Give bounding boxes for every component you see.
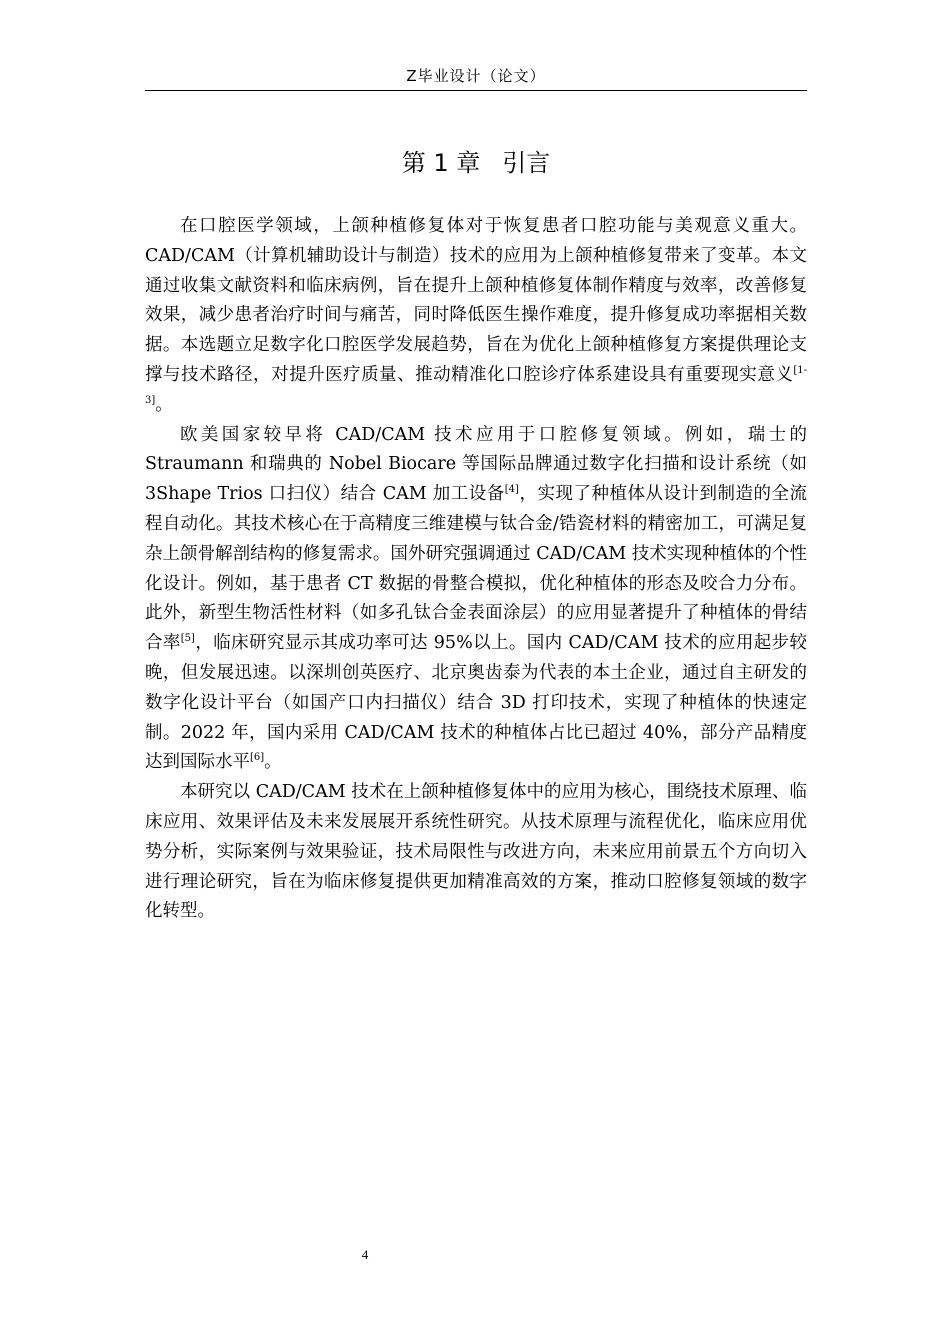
header-rule: [145, 90, 807, 91]
chapter-label: 第 1 章: [401, 149, 481, 177]
page-number: 4: [361, 1247, 369, 1262]
paragraph-3: [145, 778, 807, 927]
paragraph-2: [145, 421, 807, 779]
running-header: Z毕业设计（论文）: [406, 67, 546, 85]
citation-ref: [5]: [180, 633, 195, 645]
citation-ref: [6]: [250, 752, 265, 764]
paragraph-3-text: 本研究以 CAD/CAM 技术在上颌种植修复体中的应用为核心，围绕技术原理、临床应用、效果评估及未来发展展开系统性研究。从技术原理与流程优化，临床应用优势分析，实际案例与效果验证，技术局限性与改进方向，未来应用前景五个方向切入进行理论研究，旨在为临床修复提供更加精准高效的方案，推动口腔修复领域的数字化转型。: [145, 782, 807, 922]
chapter-title: [145, 146, 807, 180]
paragraph-2-text: 欧美国家较早将 CAD/CAM 技术应用于口腔修复领域。例如，瑞士的 Straumann 和瑞典的 Nobel Biocare 等国际品牌通过数字化扫描和设计系统（如 3Shape Trios 口扫仪）结合 CAM 加工设备: [145, 424, 807, 505]
citation-ref: [1-3]: [145, 364, 807, 406]
paragraph-1: [145, 212, 807, 421]
paragraph-2-text: ，临床研究显示其成功率可达 95%以上。国内 CAD/CAM 技术的应用起步较晚，但发展迅速。以深圳创英医疗、北京奥齿泰为代表的本土企业，通过自主研发的数字化设计平台（如国产口内扫描仪）结合 3D 打印技术，实现了种植体的快速定制。2022 年，国内采用 CAD/CAM 技术的种植体占比已超过 40%，部分产品精度达到国际水平: [145, 633, 808, 773]
body-text: [145, 212, 807, 927]
paragraph-1-end: 。: [155, 394, 173, 415]
paragraph-2-text: ，实现了种植体从设计到制造的全流程自动化。其技术核心在于高精度三维建模与钛合金/锆瓷材料的精密加工，可满足复杂上颌骨解剖结构的修复需求。国外研究强调通过 CAD/CAM 技术实现种植体的个性化设计。例如，基于患者 CT 数据的骨整合模拟，优化种植体的形态及咬合力分布。此外，新型生物活性材料（如多孔钛合金表面涂层）的应用显著提升了种植体的骨结合率: [145, 484, 808, 654]
chapter-name: 引言: [502, 149, 551, 177]
paragraph-1-text: 在口腔医学领域，上颌种植修复体对于恢复患者口腔功能与美观意义重大。CAD/CAM（计算机辅助设计与制造）技术的应用为上颌种植修复带来了变革。本文通过收集文献资料和临床病例，旨在提升上颌种植修复体制作精度与效率，改善修复效果，减少患者治疗时间与痛苦，同时降低医生操作难度，提升修复成功率据相关数据。本选题立足数字化口腔医学发展趋势，旨在为优化上颌种植修复方案提供理论支撑与技术路径，对提升医疗质量、推动精准化口腔诊疗体系建设具有重要现实意义: [145, 216, 807, 385]
paragraph-2-end: 。: [264, 752, 282, 773]
citation-ref: [4]: [504, 484, 519, 496]
